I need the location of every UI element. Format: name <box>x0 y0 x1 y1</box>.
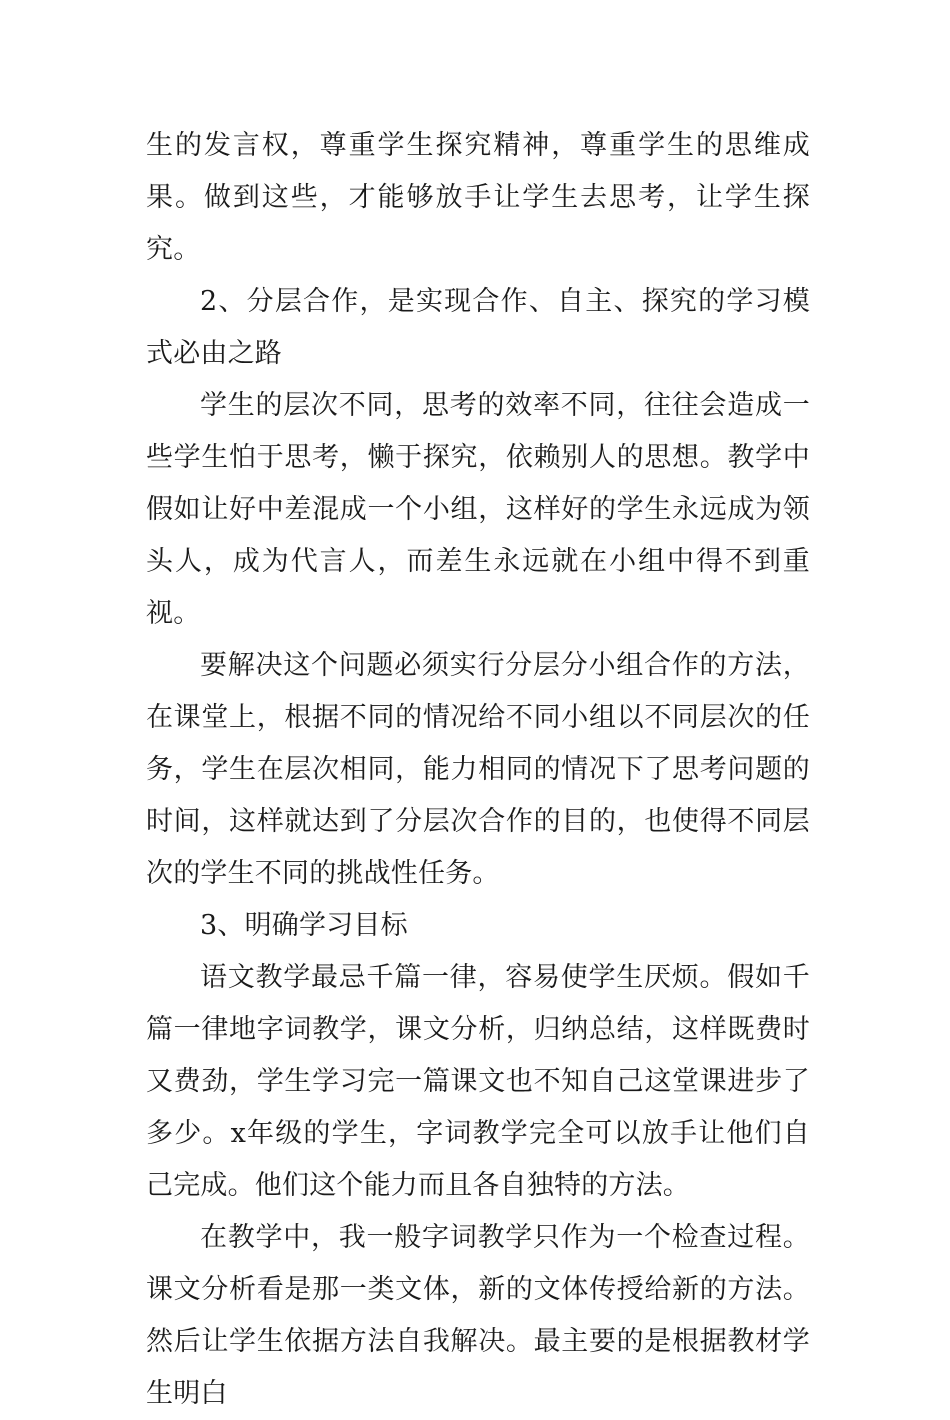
body-text <box>146 120 810 1420</box>
section-heading-layered-cooperation: 2、分层合作，是实现合作、自主、探究的学习模式必由之路 <box>146 286 810 369</box>
paragraph: 语文教学最忌千篇一律，容易使学生厌烦。假如千篇一律地字词教学，课文分析，归纳总结，这样既费时又费劲，学生学习完一篇课文也不知自己这堂课进步了多少。x年级的学生，字词教学完全可以放手让他们自己完成。他们这个能力而且各自独特的方法。 <box>146 962 810 1201</box>
paragraph-continuation: 生的发言权，尊重学生探究精神，尊重学生的思维成果。做到这些，才能够放手让学生去思考，让学生探究。 <box>146 130 810 265</box>
paragraph: 要解决这个问题必须实行分层分小组合作的方法，在课堂上，根据不同的情况给不同小组以不同层次的任务，学生在层次相同，能力相同的情况下了思考问题的时间，这样就达到了分层次合作的目的，也使得不同层次的学生不同的挑战性任务。 <box>146 650 810 889</box>
paragraph: 在教学中，我一般字词教学只作为一个检查过程。课文分析看是那一类文体，新的文体传授给新的方法。然后让学生依据方法自我解决。最主要的是根据教材学生明白 <box>146 1222 810 1409</box>
section-heading-learning-goals: 3、明确学习目标 <box>200 910 408 941</box>
paragraph: 学生的层次不同，思考的效率不同，往往会造成一些学生怕于思考，懒于探究，依赖别人的思想。教学中假如让好中差混成一个小组，这样好的学生永远成为领头人，成为代言人，而差生永远就在小组中得不到重视。 <box>146 390 810 629</box>
